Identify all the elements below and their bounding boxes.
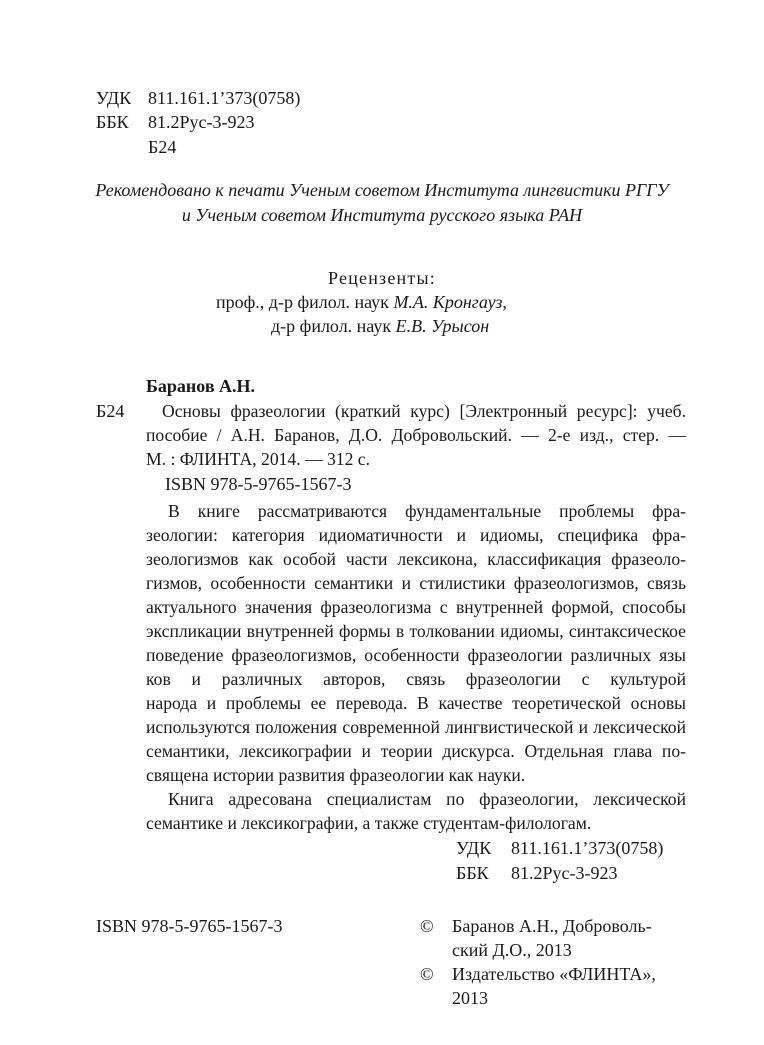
copyright-2-line-1: Издательство «ФЛИНТА», bbox=[452, 964, 656, 984]
bbk-label: ББК bbox=[96, 112, 129, 132]
reviewer-2-name: Е.В. Урысон bbox=[395, 316, 490, 336]
udk-value: 811.161.1’373(0758) bbox=[148, 88, 301, 108]
annotation-line: священа истории развития фразеологии как науки. bbox=[146, 765, 526, 785]
annotation-line: семантики, лексикографии и теории дискурса. Отдельная глава по- bbox=[146, 741, 686, 761]
reviewer-2-degree: д-р филол. наук bbox=[271, 316, 396, 336]
annotation-line: народа и проблемы ее перевода. В качестве теоретической основы bbox=[146, 693, 686, 713]
annotation-line: В книге рассматриваются фундаментальные проблемы фра- bbox=[168, 501, 686, 521]
annotation-line: зеологии: категория идиоматичности и идиомы, специфика фра- bbox=[146, 525, 686, 545]
reviewer-1-degree: проф., д-р филол. наук bbox=[216, 292, 394, 312]
footer-isbn: ISBN 978-5-9765-1567-3 bbox=[96, 916, 283, 936]
bib-line-3: М. : ФЛИНТА, 2014. — 312 с. bbox=[146, 449, 370, 469]
annotation-line: семантике и лексикографии, а также студентам-филологам. bbox=[146, 813, 592, 833]
bib-author-mark: Б24 bbox=[96, 401, 125, 421]
author-mark: Б24 bbox=[148, 137, 177, 157]
bbk-value: 81.2Рус-3-923 bbox=[148, 112, 255, 132]
annotation-line: зеологизмов как особой части лексикона, классификация фразеоло- bbox=[146, 549, 686, 569]
reviewers-title: Рецензенты: bbox=[328, 268, 436, 288]
bottom-bbk-value: 81.2Рус-3-923 bbox=[511, 863, 618, 883]
bib-line-2: пособие / А.Н. Баранов, Д.О. Добровольский. — 2-е изд., стер. — bbox=[146, 425, 686, 445]
bottom-udk-value: 811.161.1’373(0758) bbox=[511, 838, 664, 858]
annotation-line: ков и различных авторов, связь фразеологии с культурой bbox=[146, 669, 686, 689]
bottom-bbk-label: ББК bbox=[456, 863, 489, 883]
bib-author-heading: Баранов А.Н. bbox=[146, 376, 256, 396]
recommendation-line-1: Рекомендовано к печати Ученым советом Института лингвистики РГГУ bbox=[95, 180, 669, 200]
udk-label: УДК bbox=[96, 88, 132, 108]
annotation-line: экспликации внутренней формы в толковании идиомы, синтаксическое bbox=[146, 621, 686, 641]
annotation-line: используются положения современной лингвистической и лексической bbox=[146, 717, 686, 737]
annotation-line: Книга адресована специалистам по фразеологии, лексической bbox=[168, 789, 686, 809]
copyright-symbol: © bbox=[420, 916, 434, 936]
annotation-line: поведение фразеологизмов, особенности фразеологии различных язы bbox=[146, 645, 686, 665]
copyright-1-line-2: ский Д.О., 2013 bbox=[452, 940, 572, 960]
annotation-line: гизмов, особенности семантики и стилистики фразеологизмов, связь bbox=[146, 573, 686, 593]
reviewer-2 bbox=[271, 316, 489, 337]
annotation-line: актуального значения фразеологизма с внутренней формой, способы bbox=[146, 597, 686, 617]
recommendation-line-2: и Ученым советом Института русского языка РАН bbox=[181, 205, 583, 225]
reviewer-1 bbox=[216, 292, 507, 313]
copyright-symbol: © bbox=[420, 964, 434, 984]
reviewer-1-name: М.А. Кронгауз, bbox=[393, 292, 507, 312]
copyright-2-line-2: 2013 bbox=[452, 988, 488, 1008]
bib-isbn: ISBN 978-5-9765-1567-3 bbox=[165, 474, 352, 494]
bib-line-1: Основы фразеологии (краткий курс) [Электронный ресурс]: учеб. bbox=[162, 401, 686, 421]
bottom-udk-label: УДК bbox=[456, 838, 492, 858]
copyright-1-line-1: Баранов А.Н., Доброволь- bbox=[452, 916, 652, 936]
